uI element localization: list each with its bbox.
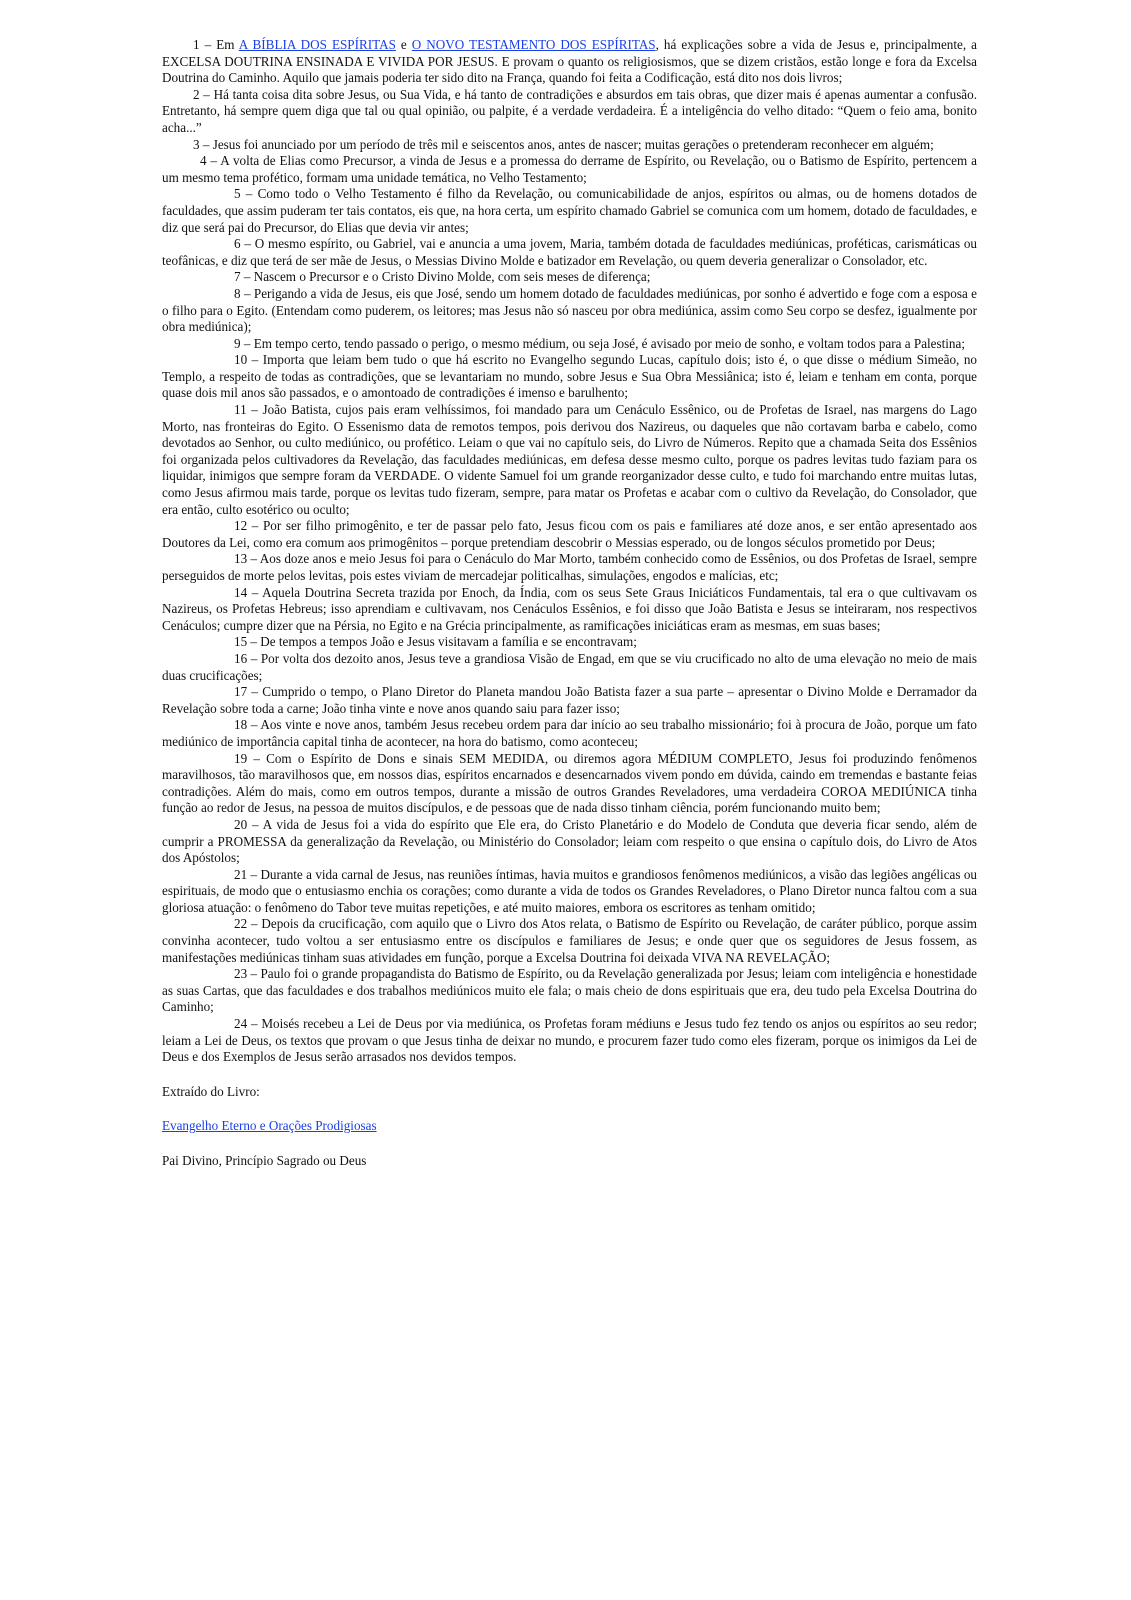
paragraph-2: 2 – Há tanta coisa dita sobre Jesus, ou Sua Vida, e há tanto de contradições e absurdos em tais obras, que dizer mais é apenas aumentar a confusão. Entretanto, há sempre quem diga que tal ou qual opinião, ou palpite, é a verdade verdadeira. É a inteligência do velho ditado: “Quem o feio ama, bonito acha...” — [162, 86, 977, 135]
book-link-line — [162, 1118, 977, 1135]
link-biblia-dos-espiritas[interactable]: A BÍBLIA DOS ESPÍRITAS — [238, 37, 396, 52]
paragraph-17: 17 – Cumprido o tempo, o Plano Diretor do Planeta mandou João Batista fazer a sua parte – apresentar o Divino Molde e Derramador da Revelação sobre toda a carne; João tinha vinte e nove anos quando saiu para fazer isso; — [162, 684, 977, 716]
paragraph-5: 5 – Como todo o Velho Testamento é filho da Revelação, ou comunicabilidade de anjos, espíritos ou almas, ou de homens dotados de faculdades, que assim puderam ter tais contatos, eis que, na hora certa, um espírito chamado Gabriel se comunica com um homem, dotado de faculdades, e diz que será pai do Precursor, do Elias que devia vir antes; — [162, 186, 977, 235]
extracted-label: Extraído do Livro: — [162, 1083, 260, 1099]
paragraph-21: 21 – Durante a vida carnal de Jesus, nas reuniões íntimas, havia muitos e grandiosos fenômenos mediúnicos, a visão das legiões angélicas ou espirituais, de modo que o entusiasmo enchia os corações; como durante a vida de todos os Grandes Reveladores, o Plano Diretor nunca faltou com a sua gloriosa atuação: o fenômeno do Tabor teve muitas repetições, e até muito maiores, embora os escritores as tenham omitido; — [162, 866, 977, 915]
paragraph-1-prefix: 1 – Em — [193, 37, 239, 52]
closing-line: Pai Divino, Princípio Sagrado ou Deus — [162, 1153, 367, 1168]
paragraph-15: 15 – De tempos a tempos João e Jesus visitavam a família e se encontravam; — [234, 634, 637, 650]
paragraph-14: 14 – Aquela Doutrina Secreta trazida por Enoch, da Índia, com os seus Sete Graus Iniciáticos Fundamentais, tal era o que cultivavam os Nazireus, os Profetas Hebreus; isso aprendiam e cultivavam, nos Cenáculos Essênios, e foi disso que João Batista e Jesus se inteiraram, nos respectivos Cenáculos; cumpre dizer que na Pérsia, no Egito e na Grécia principalmente, as ramificações iniciáticas eram as mesmas, em suas bases; — [162, 584, 977, 633]
paragraph-7: 7 – Nascem o Precursor e o Cristo Divino Molde, com seis meses de diferença; — [234, 269, 651, 285]
paragraph-20: 20 – A vida de Jesus foi a vida do espírito que Ele era, do Cristo Planetário e do Modelo de Conduta que deveria ficar sendo, além de cumprir a PROMESSA da generalização da Revelação, ou Ministério do Consolador; leiam com respeito o que ensina o capítulo dois, do Livro de Atos dos Apóstolos; — [162, 816, 977, 866]
paragraph-23: 23 – Paulo foi o grande propagandista do Batismo de Espírito, ou da Revelação generalizada por Jesus; leiam com inteligência e honestidade as suas Cartas, que das faculdades e dos trabalhos mediúnicos muito ele fala; o mais cheio de dons espirituais que era, deu tudo pela Excelsa Doutrina do Caminho; — [162, 966, 977, 1015]
paragraph-3: 3 – Jesus foi anunciado por um período de três mil e seiscentos anos, antes de nascer; muitas gerações o pretenderam reconhecer em alguém; — [193, 136, 934, 152]
book-link[interactable]: Evangelho Eterno e Orações Prodigiosas — [162, 1118, 377, 1134]
document-body — [162, 37, 977, 1066]
paragraph-16: 16 – Por volta dos dezoito anos, Jesus teve a grandiosa Visão de Engad, em que se viu crucificado no alto de uma elevação no meio de mais duas crucificações; — [162, 650, 977, 683]
paragraph-1-rest: , há explicações sobre a vida de Jesus e, principalmente, a EXCELSA DOUTRINA ENSINADA E VIVIDA POR JESUS. E provam o quanto os religiosismos, que se dizem cristãos, estão longe e fora da Excelsa Doutrina do Caminho. Aquilo que jamais poderia ter sido dito na França, quando foi feita a Codificação, está dito nos dois livros; — [162, 37, 977, 86]
paragraph-18: 18 – Aos vinte e nove anos, também Jesus recebeu ordem para dar início ao seu trabalho missionário; foi à procura de João, porque um fato mediúnico de importância capital tinha de acontecer, na hora do batismo, como aconteceu; — [162, 717, 977, 749]
link-novo-testamento-dos-espiritas[interactable]: O NOVO TESTAMENTO DOS ESPÍRITAS — [411, 37, 656, 52]
document-footer — [162, 1084, 977, 1170]
paragraph-1-mid: e — [395, 37, 412, 52]
paragraph-13: 13 – Aos doze anos e meio Jesus foi para o Cenáculo do Mar Morto, também conhecido como de Essênios, ou dos Profetas de Israel, sempre perseguidos de morte pelos levitas, pois estes viviam de mercadejar politicalhas, simulações, engodos e malícias, etc; — [162, 551, 977, 583]
paragraph-6: 6 – O mesmo espírito, ou Gabriel, vai e anuncia a uma jovem, Maria, também dotada de faculdades mediúnicas, proféticas, carismáticas ou teofânicas, e diz que terá de ser mãe de Jesus, o Messias Divino Molde e batizador em Revelação, ou quem deveria generalizar o Consolador, etc. — [162, 236, 977, 268]
paragraph-22: 22 – Depois da crucificação, com aquilo que o Livro dos Atos relata, o Batismo de Espírito ou Revelação, de caráter público, porque assim convinha acontecer, tudo voltou a ser entusiasmo entre os discípulos e familiares de Jesus; e onde quer que os seguidores de Jesus fossem, as manifestações mediúnicas tinham suas atividades em função, porque a Excelsa Doutrina foi deixada VIVA NA REVELAÇÃO; — [162, 916, 977, 965]
paragraph-11: 11 – João Batista, cujos pais eram velhíssimos, foi mandado para um Cenáculo Essênico, ou de Profetas de Israel, nas margens do Lago Morto, nas fronteiras do Egito. O Essenismo data de remotos tempos, pois derivou dos Nazireus, ou daqueles que não cortavam barba e cabelo, como devotados ao Senhor, ou culto mediúnico, ou profético. Leiam o que vai no capítulo seis, do Livro de Números. Repito que a chamada Seita dos Essênios foi organizada pelos cultivadores da Revelação, das faculdades mediúnicas, em defesa desse mesmo culto, porque os padres levitas tudo faziam para os liquidar, inimigos que sempre foram da VERDADE. O vidente Samuel foi um grande reorganizador desse culto, e tudo foi marchando entre muitas lutas, como Jesus afirmou mais tarde, porque os levitas tudo fizeram, sempre, para matar os Profetas e acabar com o cultivo da Revelação, do Consolador, que era então, culto esotérico ou oculto; — [162, 402, 977, 517]
paragraph-8: 8 – Perigando a vida de Jesus, eis que José, sendo um homem dotado de faculdades mediúnicas, por sonho é advertido e foge com a esposa e o filho para o Egito. (Entendam como puderem, os leitores; mas Jesus não só nasceu por obra mediúnica, assim como Seu corpo se desfez, igualmente por obra mediúnica); — [162, 285, 977, 335]
paragraph-12: 12 – Por ser filho primogênito, e ter de passar pelo fato, Jesus ficou com os pais e familiares até doze anos, e ser então apresentado aos Doutores da Lei, como era comum aos primogênitos – porque pretendiam descobrir o Messias esperado, ou de longos séculos prometido por Deus; — [162, 518, 977, 550]
paragraph-9: 9 – Em tempo certo, tendo passado o perigo, o mesmo médium, ou seja José, é avisado por meio de sonho, e voltam todos para a Palestina; — [234, 335, 965, 351]
paragraph-10: 10 – Importa que leiam bem tudo o que há escrito no Evangelho segundo Lucas, capítulo dois; isto é, o que disse o médium Simeão, no Templo, a respeito de todas as contradições, que se levantariam no mundo, sobre Jesus e Sua Obra Messiânica; isto é, leiam e tenham em conta, porque quase dois mil anos são passados, e o amontoado de contradições é imenso e barulhento; — [162, 352, 977, 401]
paragraph-4: 4 – A volta de Elias como Precursor, a vinda de Jesus e a promessa do derrame de Espírito, ou Revelação, ou o Batismo de Espírito, pertencem a um mesmo tema profético, formam uma unidade temática, no Velho Testamento; — [162, 153, 977, 185]
paragraph-1 — [162, 37, 977, 87]
paragraph-19: 19 – Com o Espírito de Dons e sinais SEM MEDIDA, ou diremos agora MÉDIUM COMPLETO, Jesus foi produzindo fenômenos maravilhosos, tão maravilhosos que, em nossos dias, espíritos encarnados e desencarnados vivem pondo em dúvida, caindo em tremendas e bastante feias contradições. Além do mais, como em outros tempos, durante a missão de outros Grandes Reveladores, uma verdadeira COROA MEDIÚNICA tinha função ao redor de Jesus, na pessoa de muitos discípulos, e de pessoas que de nada disso tinham ciência, porém funcionando muito bem; — [162, 750, 977, 816]
paragraph-24: 24 – Moisés recebeu a Lei de Deus por via mediúnica, os Profetas foram médiuns e Jesus tudo fez tendo os anjos ou espíritos ao seu redor; leiam a Lei de Deus, os textos que provam o que Jesus tinha de deixar no mundo, e procurem fazer tudo como eles fizeram, porque os inimigos da Lei de Deus e dos Exemplos de Jesus serão arrasados nos devidos tempos. — [162, 1016, 977, 1065]
